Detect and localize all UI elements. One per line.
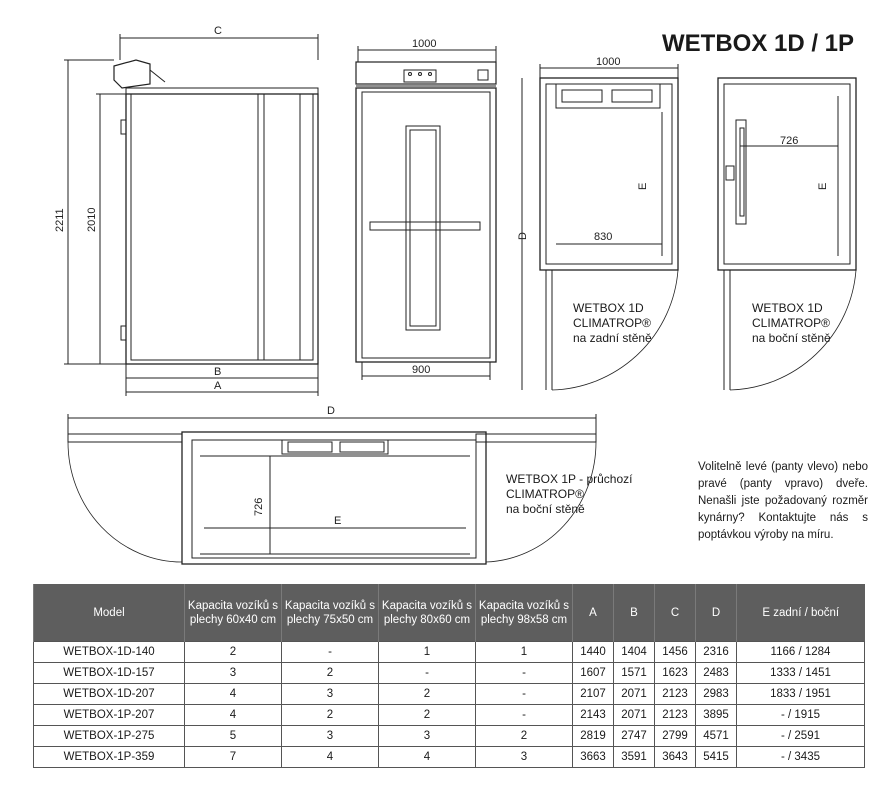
cell-capacity-98x58: 3 [476, 747, 573, 768]
caption-line: CLIMATROP® [573, 316, 651, 330]
cell-c: 2799 [655, 726, 696, 747]
table-row [34, 684, 865, 705]
cell-capacity-98x58: 2 [476, 726, 573, 747]
dim-label-1000-front: 1000 [412, 38, 437, 50]
cell-b: 2071 [614, 705, 655, 726]
cell-capacity-98x58: - [476, 705, 573, 726]
cell-capacity-60x40: 4 [185, 705, 282, 726]
dim-label-900: 900 [412, 364, 431, 376]
dim-label-e-passthrough: E [334, 515, 342, 527]
cell-model: WETBOX-1P-275 [34, 726, 185, 747]
cell-capacity-75x50: 3 [282, 684, 379, 705]
cell-capacity-60x40: 3 [185, 663, 282, 684]
cell-e: - / 3435 [737, 747, 865, 768]
dim-label-d-side: D [517, 232, 529, 240]
cell-model: WETBOX-1D-140 [34, 642, 185, 663]
cell-e: 1833 / 1951 [737, 684, 865, 705]
cell-e: 1333 / 1451 [737, 663, 865, 684]
cell-model: WETBOX-1P-359 [34, 747, 185, 768]
cell-capacity-98x58: - [476, 684, 573, 705]
col-header-c: C [655, 584, 696, 642]
cell-d: 2983 [696, 684, 737, 705]
cell-b: 2071 [614, 684, 655, 705]
front-view-drawing [356, 46, 496, 380]
dim-label-b: B [214, 366, 222, 378]
cell-capacity-98x58: - [476, 663, 573, 684]
dim-label-2211: 2211 [54, 208, 66, 232]
cell-a: 2819 [573, 726, 614, 747]
cell-c: 1623 [655, 663, 696, 684]
cell-b: 1571 [614, 663, 655, 684]
cell-d: 2483 [696, 663, 737, 684]
options-note: Volitelně levé (panty vlevo) nebo pravé (panty vpravo) dveře. Nenašli jste požadovaný rozměr kynárny? Kontaktujte nás s poptávkou výroby na míru. [698, 461, 868, 541]
cell-d: 3895 [696, 705, 737, 726]
cell-c: 3643 [655, 747, 696, 768]
cell-capacity-80x60: 2 [379, 705, 476, 726]
cell-capacity-60x40: 5 [185, 726, 282, 747]
table-row [34, 663, 865, 684]
dim-label-830: 830 [594, 231, 613, 243]
cell-c: 2123 [655, 705, 696, 726]
cell-a: 1440 [573, 642, 614, 663]
cell-b: 1404 [614, 642, 655, 663]
cell-e: 1166 / 1284 [737, 642, 865, 663]
cell-a: 2143 [573, 705, 614, 726]
table-header-row [34, 584, 865, 642]
cell-b: 2747 [614, 726, 655, 747]
cell-e: - / 1915 [737, 705, 865, 726]
cell-capacity-75x50: - [282, 642, 379, 663]
col-header-a: A [573, 584, 614, 642]
cell-capacity-75x50: 4 [282, 747, 379, 768]
cell-capacity-80x60: 4 [379, 747, 476, 768]
dim-label-2010: 2010 [86, 207, 98, 232]
cell-b: 3591 [614, 747, 655, 768]
caption-line: WETBOX 1P - průchozí [506, 472, 633, 486]
table-row [34, 642, 865, 663]
caption-line: na boční stěně [752, 331, 831, 345]
col-header-d: D [696, 584, 737, 642]
caption-rear-climatrop [573, 301, 652, 346]
dim-label-e-rear: E [637, 182, 649, 190]
page-title: WETBOX 1D / 1P [662, 30, 855, 57]
cell-c: 1456 [655, 642, 696, 663]
cell-d: 2316 [696, 642, 737, 663]
cell-capacity-60x40: 4 [185, 684, 282, 705]
caption-passthrough [506, 472, 633, 517]
col-header-capacity-75x50: Kapacita vozíků s plechy 75x50 cm [282, 584, 379, 642]
col-header-capacity-80x60: Kapacita vozíků s plechy 80x60 cm [379, 584, 476, 642]
cell-capacity-75x50: 2 [282, 663, 379, 684]
cell-capacity-60x40: 2 [185, 642, 282, 663]
cell-capacity-80x60: - [379, 663, 476, 684]
col-header-capacity-60x40: Kapacita vozíků s plechy 60x40 cm [185, 584, 282, 642]
caption-line: WETBOX 1D [573, 301, 644, 315]
cell-c: 2123 [655, 684, 696, 705]
cell-model: WETBOX-1D-207 [34, 684, 185, 705]
dim-label-726-side: 726 [780, 135, 799, 147]
cell-capacity-75x50: 2 [282, 705, 379, 726]
caption-line: na zadní stěně [573, 331, 652, 345]
cell-capacity-80x60: 2 [379, 684, 476, 705]
table-row [34, 705, 865, 726]
caption-line: CLIMATROP® [506, 487, 584, 501]
cell-d: 5415 [696, 747, 737, 768]
caption-line: na boční stěně [506, 502, 585, 516]
side-view-drawing [64, 34, 318, 396]
dim-label-c: C [214, 25, 222, 37]
cell-capacity-80x60: 1 [379, 642, 476, 663]
table-row [34, 747, 865, 768]
cell-d: 4571 [696, 726, 737, 747]
col-header-b: B [614, 584, 655, 642]
cell-a: 2107 [573, 684, 614, 705]
cell-e: - / 2591 [737, 726, 865, 747]
cell-capacity-98x58: 1 [476, 642, 573, 663]
spec-table [33, 584, 865, 768]
dim-label-1000-top: 1000 [596, 56, 621, 68]
cell-a: 3663 [573, 747, 614, 768]
caption-line: CLIMATROP® [752, 316, 830, 330]
col-header-e: E zadní / boční [737, 584, 865, 642]
cell-capacity-80x60: 3 [379, 726, 476, 747]
cell-capacity-60x40: 7 [185, 747, 282, 768]
dim-label-726-passthrough: 726 [253, 497, 265, 516]
cell-a: 1607 [573, 663, 614, 684]
dim-label-a: A [214, 380, 222, 392]
dim-label-d-bottom: D [327, 405, 335, 417]
col-header-capacity-98x58: Kapacita vozíků s plechy 98x58 cm [476, 584, 573, 642]
col-header-model: Model [34, 584, 185, 642]
cell-model: WETBOX-1D-157 [34, 663, 185, 684]
table-row [34, 726, 865, 747]
cell-model: WETBOX-1P-207 [34, 705, 185, 726]
caption-line: WETBOX 1D [752, 301, 823, 315]
dim-label-e-side: E [817, 182, 829, 190]
cell-capacity-75x50: 3 [282, 726, 379, 747]
caption-side-climatrop [752, 301, 831, 346]
